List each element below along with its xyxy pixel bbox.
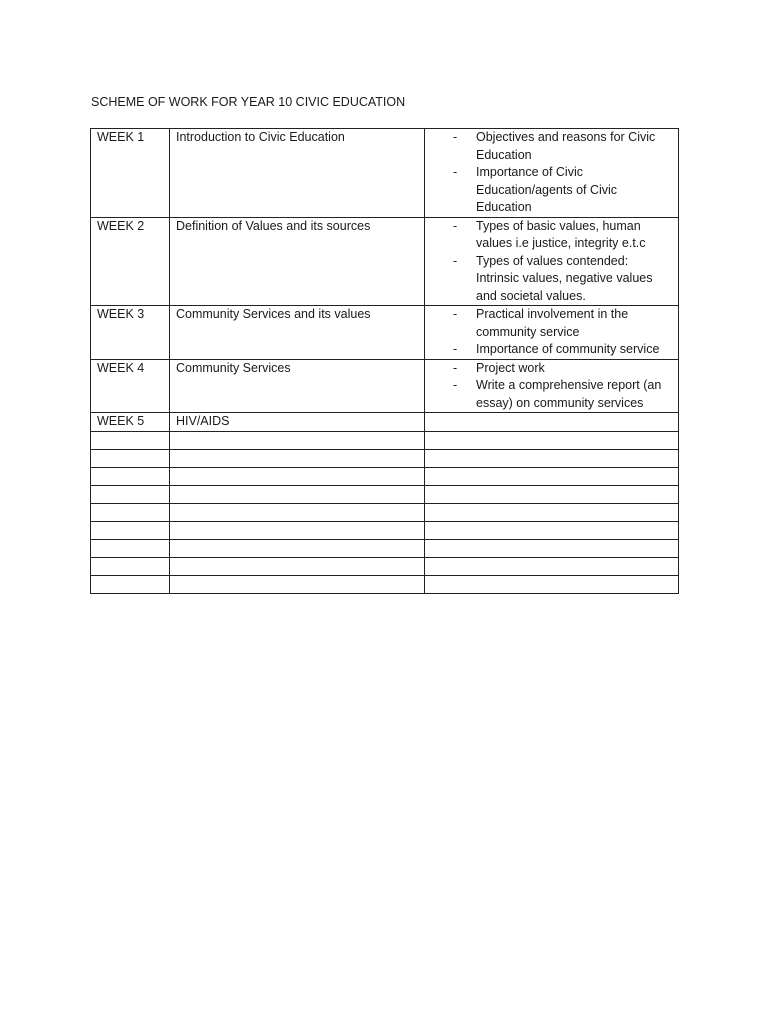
empty-cell — [170, 449, 425, 467]
topic-cell: Community Services — [170, 359, 425, 413]
list-item-text: Types of basic values, human values i.e justice, integrity e.t.c — [476, 218, 646, 250]
empty-table-row — [91, 431, 679, 449]
list-item-text: Importance of Civic Education/agents of Civic Education — [476, 165, 618, 214]
empty-cell — [91, 431, 170, 449]
topic-cell: Definition of Values and its sources — [170, 217, 425, 306]
content-cell — [425, 306, 679, 360]
list-item — [431, 253, 672, 306]
topic-cell: HIV/AIDS — [170, 413, 425, 432]
empty-cell — [91, 539, 170, 557]
scheme-of-work-table — [90, 128, 679, 594]
empty-cell — [91, 521, 170, 539]
empty-cell — [170, 467, 425, 485]
empty-cell — [425, 485, 679, 503]
document-title: SCHEME OF WORK FOR YEAR 10 CIVIC EDUCATION — [91, 95, 406, 109]
list-item — [431, 360, 672, 378]
list-item-text: Practical involvement in the community service — [476, 307, 629, 339]
list-item-text: Importance of community service — [476, 342, 660, 356]
content-list — [431, 360, 672, 413]
empty-cell — [91, 485, 170, 503]
empty-cell — [170, 521, 425, 539]
list-item-text: Types of values contended: Intrinsic values, negative values and societal values. — [476, 253, 653, 303]
week-cell: WEEK 3 — [91, 306, 170, 360]
empty-cell — [425, 521, 679, 539]
empty-table-row — [91, 485, 679, 503]
list-item — [431, 164, 672, 217]
empty-table-row — [91, 575, 679, 593]
dash-bullet: - — [453, 360, 458, 375]
empty-cell — [170, 503, 425, 521]
dash-bullet: - — [453, 342, 458, 356]
empty-cell — [91, 449, 170, 467]
list-item — [431, 129, 672, 164]
table-row — [91, 217, 679, 306]
empty-table-row — [91, 521, 679, 539]
content-cell — [425, 217, 679, 306]
dash-bullet: - — [453, 130, 458, 144]
list-item-text: Write a comprehensive report (an essay) on community services — [476, 378, 662, 410]
empty-table-row — [91, 467, 679, 485]
empty-table-row — [91, 539, 679, 557]
dash-bullet: - — [453, 378, 458, 392]
empty-cell — [170, 557, 425, 575]
empty-cell — [425, 503, 679, 521]
content-list — [431, 306, 672, 359]
empty-cell — [425, 449, 679, 467]
empty-cell — [170, 431, 425, 449]
list-item — [431, 341, 672, 359]
week-cell: WEEK 1 — [91, 129, 170, 218]
empty-cell — [91, 503, 170, 521]
empty-cell — [91, 557, 170, 575]
empty-cell — [170, 539, 425, 557]
table-row — [91, 359, 679, 413]
week-cell: WEEK 4 — [91, 359, 170, 413]
list-item — [431, 218, 672, 253]
empty-cell — [425, 431, 679, 449]
dash-bullet: - — [453, 253, 458, 268]
empty-cell — [425, 467, 679, 485]
empty-cell — [425, 557, 679, 575]
list-item — [431, 377, 672, 412]
content-list — [431, 129, 672, 217]
empty-cell — [425, 539, 679, 557]
empty-table-row — [91, 503, 679, 521]
content-list — [431, 218, 672, 306]
empty-cell — [425, 575, 679, 593]
list-item-text: Project work — [476, 360, 545, 375]
list-item-text: Objectives and reasons for Civic Education — [476, 130, 656, 162]
empty-table-row — [91, 449, 679, 467]
content-cell — [425, 129, 679, 218]
empty-cell — [170, 485, 425, 503]
table-row — [91, 129, 679, 218]
topic-cell: Introduction to Civic Education — [170, 129, 425, 218]
list-item — [431, 306, 672, 341]
table-row — [91, 306, 679, 360]
empty-cell — [170, 575, 425, 593]
week-cell: WEEK 5 — [91, 413, 170, 432]
topic-cell: Community Services and its values — [170, 306, 425, 360]
content-cell — [425, 413, 679, 432]
dash-bullet: - — [453, 218, 458, 233]
empty-cell — [91, 467, 170, 485]
empty-cell — [91, 575, 170, 593]
dash-bullet: - — [453, 165, 458, 179]
dash-bullet: - — [453, 307, 458, 321]
week-cell: WEEK 2 — [91, 217, 170, 306]
content-cell — [425, 359, 679, 413]
empty-table-row — [91, 557, 679, 575]
table-row — [91, 413, 679, 432]
